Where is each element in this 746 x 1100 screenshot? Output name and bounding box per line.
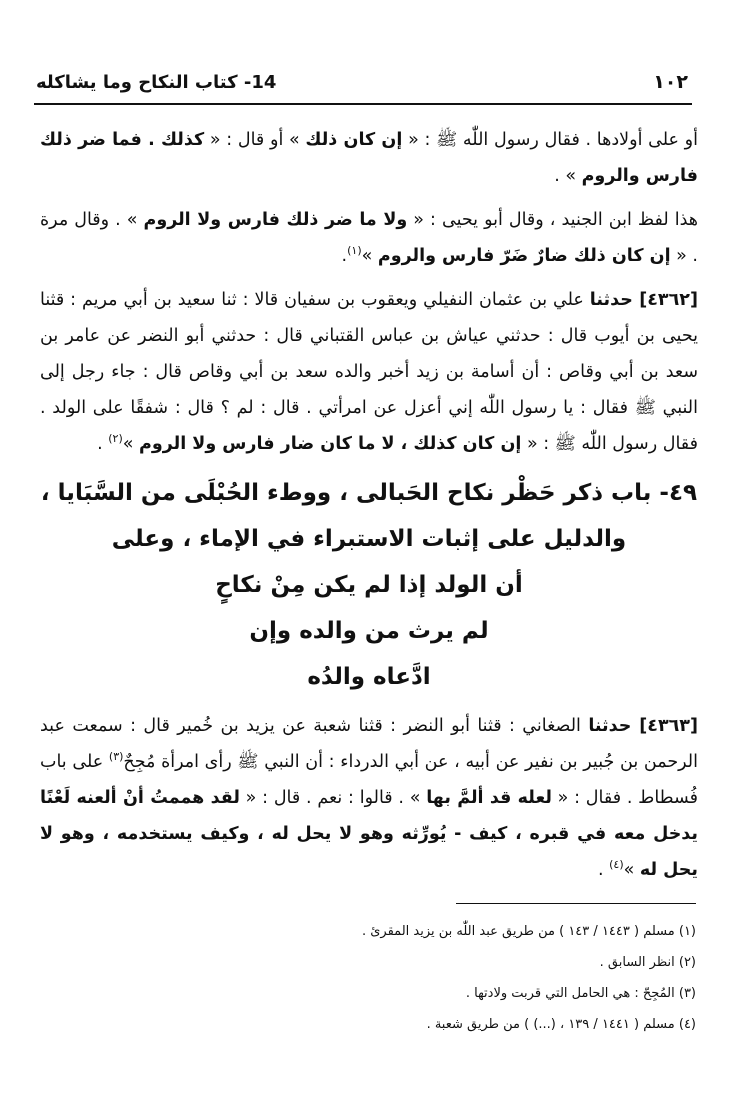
page-header [36,64,688,100]
footnote: (١) مسلم ( ١٤٤٣ / ١٤٣ ) من طريق عبد اللّٰه بن يزيد المقرئ . [361,924,696,939]
chapter-heading-line: ٤٩- باب ذكر حَظْر نكاح الحَبالى ، ووطء الحُبْلَى من السَّبَايا ، [40,480,698,506]
emphasized-text: إن كان ذلك ضارٌ ضَرّ فارس والروم [377,246,671,266]
footnote: (٢) انظر السابق . [599,955,696,970]
emphasized-text: إن كان كذلك ، لا ما كان ضار فارس ولا الروم [139,434,522,454]
emphasized-text: ولا ما ضر ذلك فارس ولا الروم [143,210,408,230]
running-title: 14- كتاب النكاح وما يشاكله [36,71,277,93]
footnote: (٣) المُجِحّ : هي الحامل التي قربت ولادتها . [465,986,696,1001]
text-run: » . قالوا : نعم . قال : « [239,788,427,808]
chapter-heading-line: ادَّعاه والدُه [307,664,431,690]
footnote-ref: (٢) [108,432,123,446]
text-run: » . [554,166,582,186]
paragraph-1 [40,122,698,194]
emphasized-text: كذلك . فما ضر ذلك فارس والروم [40,130,698,186]
emphasized-text: [٤٣٦٢] حدثنا [589,290,698,310]
text-run: علي بن عثمان النفيلي ويعقوب بن سفيان قالا : ثنا سعيد بن أبي مريم : قثنا يحيى بن أيوب قال : حدثني عياش بن عباس القتباني قال : حدثني أبو النضر عن عامر بن سعد بن أبي وقاص : أن أسامة بن زيد أخبر والده سعد بن أبي وقاص قال : جاء رجل إلى النبي ﷺ فقال : يا رسول اللّٰه إني أعزل عن امرأتي . قال : لم ؟ قال : شفقًا على الولد . فقال رسول اللّٰه ﷺ : « [40,290,698,454]
text-run: » [361,246,378,266]
emphasized-text: [٤٣٦٣] حدثنا [588,716,698,736]
chapter-heading-line: والدليل على إثبات الاستبراء في الإماء ، وعلى [111,526,627,552]
emphasized-text: لعله قد ألمَّ بها [426,788,552,808]
text-run: أو على أولادها . فقال رسول اللّٰه ﷺ : « [402,130,698,150]
text-run: » [122,434,140,454]
chapter-heading [40,470,698,700]
text-run: . [341,246,348,266]
header-rule [34,103,692,105]
text-run: » [623,860,640,880]
footnote-divider [456,903,696,904]
footnote: (٤) مسلم ( ١٤٤١ / ١٣٩ ، (...) ) من طريق شعبة . [426,1017,696,1032]
chapter-heading-line: أن الولد إذا لم يكن مِنْ نكاحٍ [215,572,523,598]
text-run: . [97,434,109,454]
chapter-heading-line: لم يرث من والده وإن [249,618,489,644]
footnote-ref: (٤) [609,858,624,872]
text-run: هذا لفظ ابن الجنيد ، وقال أبو يحيى : « [407,210,698,230]
text-run: الصغاني : قثنا أبو النضر : قثنا شعبة عن يزيد بن خُمير قال : سمعت عبد الرحمن بن جُبير بن نفير عن أبيه ، عن أبي الدرداء : أن النبي ﷺ رأى امرأة مُجِحٌ [40,716,698,772]
emphasized-text: إن كان ذلك [305,130,403,150]
paragraph-2 [40,202,698,274]
footnote-ref: (١) [347,244,362,258]
text-run: . [597,860,610,880]
page-number: ١٠٢ [653,71,688,93]
footnote-ref: (٣) [108,750,124,764]
text-run: على باب فُسطاط . فقال : « [40,752,699,808]
emphasized-text: لقد هممتُ أنْ ألعنه لَعْنًا يدخل معه في قبره ، كيف - يُورِّثه وهو لا يحل له ، وكيف يستخدمه ، وهو لا يحل له [40,788,698,880]
text-run: » . وقال مرة . « [40,210,698,266]
main-text [40,122,698,896]
text-run: » أو قال : « [204,130,306,150]
footnotes [40,916,696,1040]
hadith-4363 [40,708,698,888]
hadith-4362 [40,282,698,462]
